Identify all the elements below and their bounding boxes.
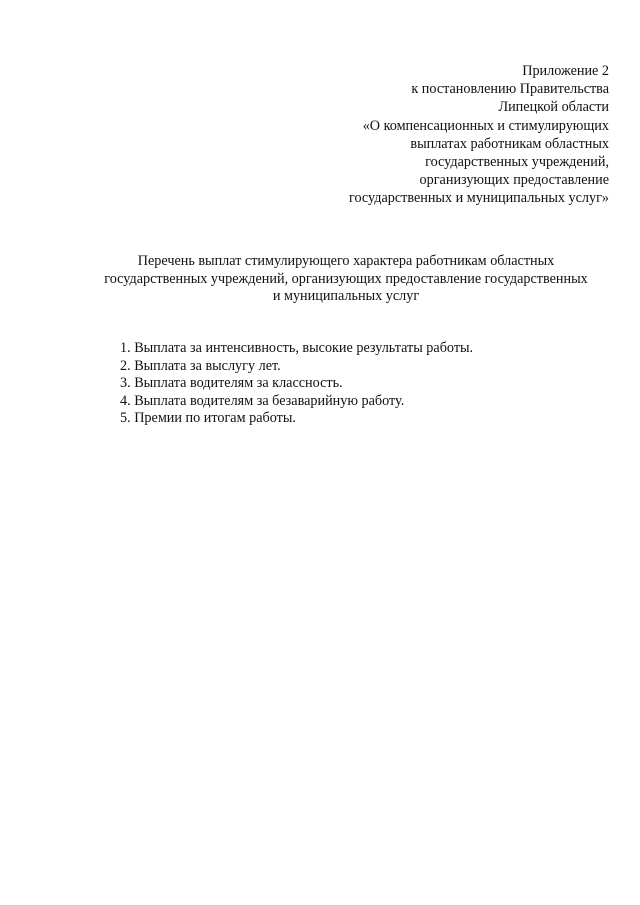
appendix-line: государственных и муниципальных услуг» [349, 190, 609, 207]
title-line: и муниципальных услуг [272, 288, 420, 305]
appendix-line: государственных учреждений, [425, 154, 609, 171]
title-line: Перечень выплат стимулирующего характера работникам областных [137, 253, 555, 269]
appendix-line: Липецкой области [498, 99, 609, 116]
appendix-line: Приложение 2 [522, 63, 609, 79]
appendix-line: «О компенсационных и стимулирующих [362, 117, 609, 134]
list-item: 3. Выплата водителям за классность. [120, 375, 343, 392]
list-item: 2. Выплата за выслугу лет. [120, 357, 281, 374]
appendix-reference [289, 62, 609, 208]
title-line: государственных учреждений, организующих предоставление государственных [104, 270, 588, 287]
document-title [60, 253, 632, 306]
appendix-line: выплатах работникам областных [410, 135, 609, 152]
list-item: 5. Премии по итогам работы. [120, 410, 296, 427]
appendix-line: организующих предоставление [419, 172, 609, 189]
list-item: 1. Выплата за интенсивность, высокие результаты работы. [120, 340, 474, 356]
payments-list [120, 340, 473, 428]
list-item: 4. Выплата водителям за безаварийную работу. [120, 392, 405, 409]
appendix-line: к постановлению Правительства [411, 81, 609, 98]
